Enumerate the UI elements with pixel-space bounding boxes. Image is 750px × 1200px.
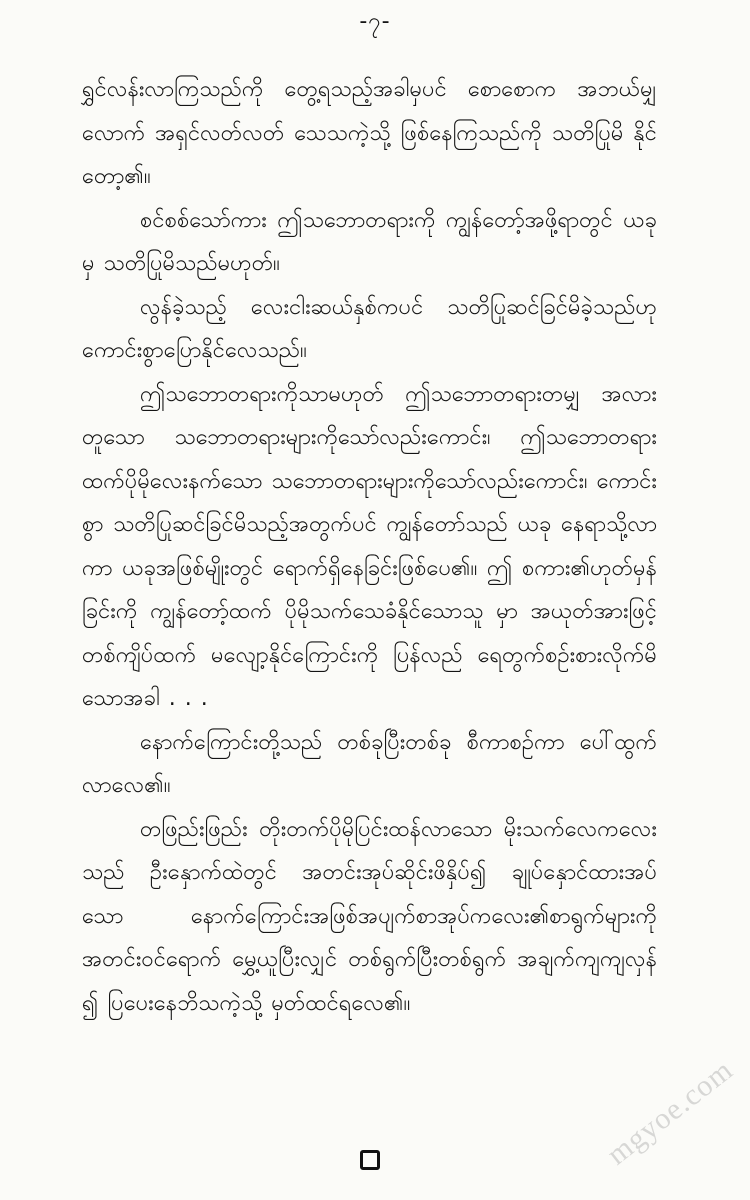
paragraph-2: စင်စစ်သော်ကား ဤသဘောတရားကို ကျွန်တော့်အဖို့ရာတွင် ယခု မှ သတိပြုမိသည်မဟုတ်။ [82, 207, 657, 276]
page-body [82, 68, 657, 1025]
paragraph-3: လွန်ခဲ့သည့် လေးငါးဆယ်နှစ်ကပင် သတိပြုဆင်ခြင်မိခဲ့သည်ဟု ကောင်းစွာပြောနိုင်လေသည်။ [82, 294, 657, 363]
paragraph-4: ဤသဘောတရားကိုသာမဟုတ် ဤသဘောတရားတမျှ အလား တူသော သဘောတရားများကိုသော်လည်းကောင်း၊ ဤသဘောတရား ထက်ပိုမိုလေးနက်သော သဘောတရားများကိုသော်လည်းကောင်း၊ ကောင်းစွာ သတိပြုဆင်ခြင်မိသည့်အတွက်ပင် ကျွန်တော်သည် ယခု နေရာသို့လာကာ ယခုအဖြစ်မျိုးတွင် ရောက်ရှိနေခြင်းဖြစ်ပေ၏။ ဤ စကား၏ဟုတ်မှန်ခြင်းကို ကျွန်တော့်ထက် ပိုမိုသက်သေခံနိုင်သောသူ မှာ အယုတ်အားဖြင့် တစ်ကျိပ်ထက် မလျော့နိုင်ကြောင်းကို ပြန်လည် ရေတွက်စဉ်းစားလိုက်မိသောအခါ . . . [82, 381, 657, 711]
page-number: -၇- [359, 9, 391, 34]
paragraph-1: ရွှင်လန်းလာကြသည်ကို တွေ့ရသည့်အခါမှပင် စောစောက အဘယ်မျှ လောက် အရှင်လတ်လတ် သေသကဲ့သို့ ဖြစ်နေကြသည်ကို သတိပြုမိ နိုင်တော့၏။ [82, 77, 657, 189]
paragraph-6: တဖြည်းဖြည်း တိုးတက်ပိုမိုပြင်းထန်လာသော မိုးသက်လေကလေး သည် ဦးနှောက်ထဲတွင် အတင်းအုပ်ဆိုင်းဖိနှိပ်၍ ချုပ်နှောင်ထားအပ် သော နောက်ကြောင်းအဖြစ်အပျက်စာအုပ်ကလေး၏စာရွက်များကို အတင်းဝင်ရောက် မွှေ့ယူပြီးလျှင် တစ်ရွက်ပြီးတစ်ရွက် အချက်ကျကျလှန် ၍ ပြပေးနေဘိသကဲ့သို့ မှတ်ထင်ရလေ၏။ [82, 816, 657, 1016]
end-of-section-square-icon [360, 1150, 380, 1170]
watermark: mgyoe.com [601, 1053, 740, 1172]
paragraph-5: နောက်ကြောင်းတို့သည် တစ်ခုပြီးတစ်ခု စီကာစဉ်ကာ ပေါ်ထွက် လာလေ၏။ [82, 729, 657, 798]
